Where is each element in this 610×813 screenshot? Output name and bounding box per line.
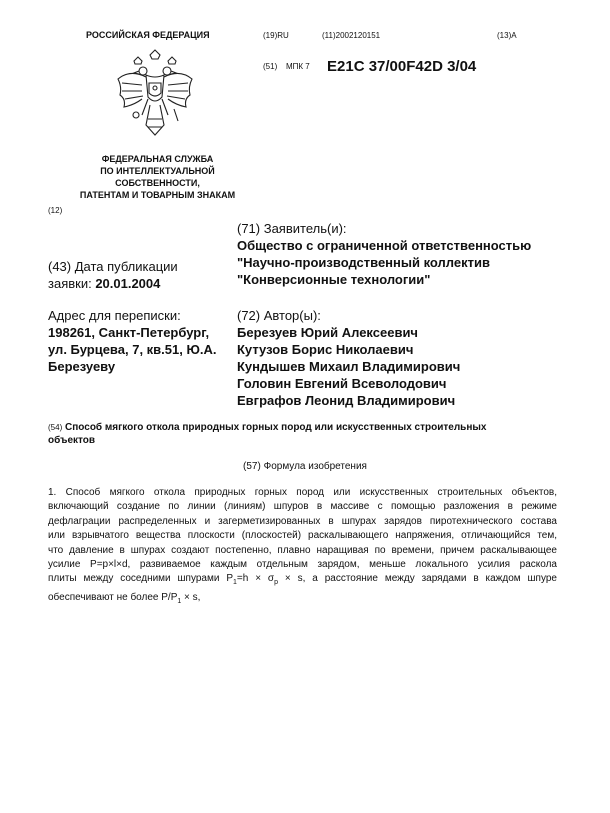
agency-name bbox=[60, 153, 255, 201]
applicant-line: "Конверсионные технологии" bbox=[237, 272, 431, 287]
coat-of-arms-emblem bbox=[112, 49, 198, 147]
author-name: Березуев Юрий Алексеевич bbox=[237, 325, 418, 340]
publication-label: (43) Дата публикации bbox=[48, 259, 178, 274]
claim-line: усилие P=p×l×d, развиваемое каждым отдельным зарядом, меньше локального усилия раскола bbox=[48, 559, 557, 571]
claim-fragment: × s, bbox=[181, 591, 201, 603]
claim-line bbox=[48, 572, 557, 590]
claim-line: или взрывчатого вещества плоскости (плоскостей) раскалывающего напряжения, отличающийся тем, bbox=[48, 530, 557, 542]
agency-line: ПАТЕНТАМ И ТОВАРНЫМ ЗНАКАМ bbox=[79, 190, 236, 200]
address-line: 198261, Санкт-Петербург, bbox=[48, 325, 210, 340]
title-code: (54) bbox=[48, 423, 63, 432]
title-line: объектов bbox=[48, 435, 96, 446]
publication-number: (11)2002120151 bbox=[322, 31, 381, 40]
address-label: Адрес для переписки: bbox=[48, 308, 181, 323]
claim-fragment: =h × σ bbox=[236, 573, 275, 585]
subscript: 1 bbox=[233, 579, 237, 587]
claim-line: включающий создание по линии (линиям) шпуров в массиве с помощью разложения в режиме bbox=[48, 501, 557, 513]
claim-fragment: × s, а расстояние между зарядами в каждом шпуре bbox=[278, 573, 557, 585]
address-line: Березуеву bbox=[48, 359, 116, 374]
claim-fragment: обеспечивают не более P/P bbox=[48, 591, 178, 603]
claims-heading: (57) Формула изобретения bbox=[243, 461, 367, 472]
mpk-label: МПК 7 bbox=[286, 62, 310, 71]
claim-fragment: плиты между соседними шпурами P bbox=[48, 573, 233, 585]
publication-date-section bbox=[48, 258, 238, 292]
agency-line: ФЕДЕРАЛЬНАЯ СЛУЖБА bbox=[101, 154, 214, 164]
claim-line: 1. Способ мягкого откола природных горных пород или искусственных строительных объектов, bbox=[48, 487, 557, 498]
publication-date: 20.01.2004 bbox=[95, 276, 161, 291]
author-name: Кундышев Михаил Владимирович bbox=[237, 359, 461, 374]
code-12: (12) bbox=[48, 206, 63, 215]
authors-label: (72) Автор(ы): bbox=[237, 308, 321, 323]
code-19: (19)RU bbox=[263, 31, 289, 40]
agency-line: СОБСТВЕННОСТИ, bbox=[115, 178, 200, 188]
claim-line bbox=[48, 591, 557, 609]
applicant-section bbox=[237, 220, 577, 288]
agency-line: ПО ИНТЕЛЛЕКТУАЛЬНОЙ bbox=[100, 166, 215, 176]
invention-title bbox=[48, 421, 558, 447]
applicant-label: (71) Заявитель(и): bbox=[237, 221, 347, 236]
claim-line: дефлаграции распределенных и загерметизированных в шпурах зарядов пиротехнического состава bbox=[48, 515, 557, 527]
claim-text bbox=[48, 486, 557, 609]
claim-line: что давление в шпурах создают постепенно, плавно наращивая по времени, причем раскалывающее bbox=[48, 544, 557, 556]
subscript: p bbox=[274, 579, 278, 587]
applicant-line: Общество с ограниченной ответственностью bbox=[237, 238, 532, 253]
document-kind-code: (13)A bbox=[497, 31, 517, 40]
author-name: Головин Евгений Всеволодович bbox=[237, 376, 447, 391]
author-name: Евграфов Леонид Владимирович bbox=[237, 393, 456, 408]
title-line: Способ мягкого откола природных горных пород или искусственных строительных bbox=[65, 422, 487, 433]
correspondence-address-section bbox=[48, 307, 238, 375]
applicant-line: "Научно-производственный коллектив bbox=[237, 255, 490, 270]
publication-date-prefix: заявки: bbox=[48, 276, 96, 291]
publication-date-line bbox=[48, 275, 238, 292]
author-name: Кутузов Борис Николаевич bbox=[237, 342, 414, 357]
country-name: РОССИЙСКАЯ ФЕДЕРАЦИЯ bbox=[86, 30, 210, 40]
code-51: (51) bbox=[263, 62, 278, 71]
ipc-classification: E21C 37/00F42D 3/04 bbox=[327, 58, 477, 75]
address-line: ул. Бурцева, 7, кв.51, Ю.А. bbox=[48, 342, 217, 357]
subscript: 1 bbox=[177, 597, 182, 605]
authors-section bbox=[237, 307, 577, 409]
